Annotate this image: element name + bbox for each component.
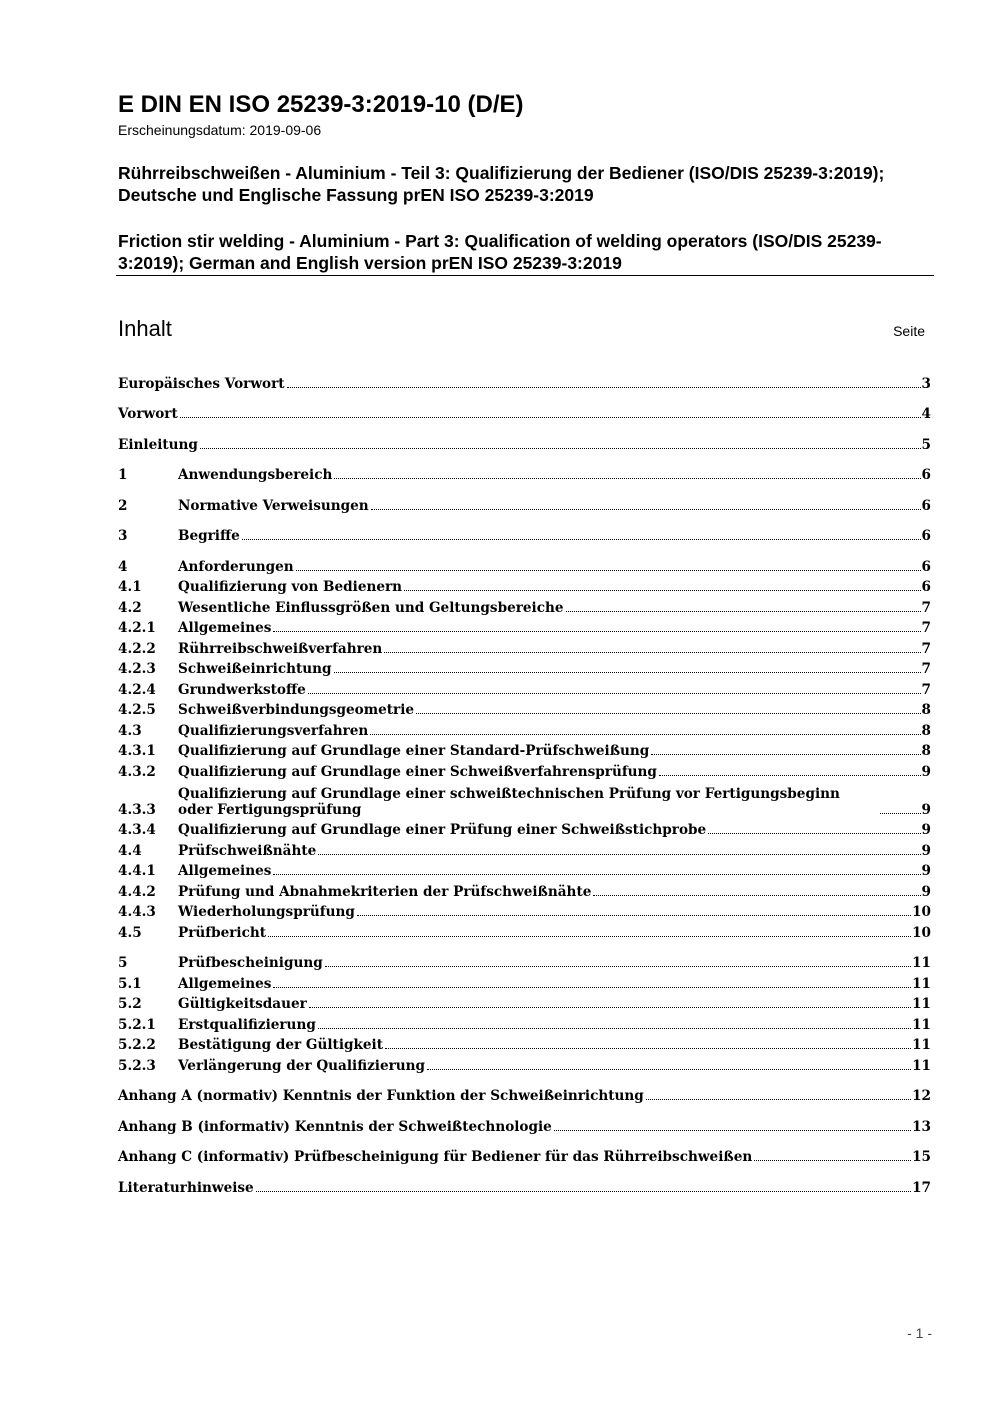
- toc-entry-title: Wesentliche Einflussgrößen und Geltungsbereiche: [178, 599, 564, 616]
- toc-entry[interactable]: [118, 879, 931, 900]
- toc-entry-page: 11: [912, 975, 931, 992]
- toc-entry-number: 4.2.3: [118, 661, 156, 677]
- toc-entry-number: 5.2: [118, 996, 142, 1012]
- toc-entry[interactable]: [118, 371, 931, 392]
- toc-page-label: Seite: [893, 323, 925, 339]
- toc-dot-leader: [880, 813, 921, 814]
- toc-entry-title: Qualifizierung auf Grundlage einer Schweißverfahrensprüfung: [178, 763, 657, 780]
- toc-dot-leader: [268, 936, 911, 937]
- toc-entry[interactable]: [118, 859, 931, 880]
- subtitle-english: Friction stir welding - Aluminium - Part 3: Qualification of welding operators (ISO/DIS 25239-3:2019); German and English version prEN ISO 25239-3:2019: [118, 231, 882, 273]
- toc-entry-title: Qualifizierung von Bedienern: [178, 579, 403, 595]
- toc-entry-page: 8: [921, 702, 931, 718]
- toc-entry-title: Anhang C (informativ) Prüfbescheinigung für Bediener für das Rührreibschweißen: [118, 1149, 753, 1165]
- toc-dot-leader: [308, 693, 921, 694]
- toc-entry[interactable]: [118, 971, 931, 992]
- toc-entry[interactable]: [118, 402, 931, 423]
- toc-entry-page: 17: [912, 1179, 931, 1196]
- toc-entry-page: 8: [921, 743, 931, 759]
- toc-entry-number: 5.1: [118, 975, 142, 992]
- toc-entry-title: Gültigkeitsdauer: [178, 996, 307, 1012]
- toc-entry[interactable]: [118, 554, 931, 575]
- toc-entry-page: 9: [921, 863, 931, 879]
- toc-dot-leader: [659, 775, 921, 776]
- toc-entry[interactable]: [118, 698, 931, 719]
- toc-entry-page: 6: [921, 528, 931, 544]
- toc-entry[interactable]: [118, 524, 931, 545]
- toc-entry-number: 4.2.1: [118, 620, 156, 636]
- toc-entry-title: Normative Verweisungen: [178, 497, 369, 514]
- toc-entry-title: Qualifizierung auf Grundlage einer schweißtechnischen Prüfung vor Fertigungsbeginn oder Fertigungsprüfung: [178, 785, 840, 818]
- toc-dot-leader: [754, 1160, 911, 1161]
- toc-dot-leader: [296, 570, 921, 571]
- toc-entry-number: 4.4: [118, 842, 142, 859]
- toc-dot-leader: [427, 1069, 911, 1070]
- toc-entry-page: 10: [912, 904, 931, 920]
- toc-dot-leader: [287, 387, 921, 388]
- toc-entry-number: 3: [118, 528, 128, 544]
- toc-dot-leader: [242, 539, 921, 540]
- toc-entry-title: Schweißeinrichtung: [178, 661, 332, 677]
- toc-entry-page: 11: [912, 1057, 931, 1074]
- toc-entry-page: 6: [921, 579, 931, 595]
- toc-entry-page: 6: [921, 467, 931, 483]
- toc-heading: Inhalt: [118, 316, 172, 341]
- toc-entry[interactable]: [118, 463, 931, 484]
- toc-entry-title: Anhang A (normativ) Kenntnis der Funktion der Schweißeinrichtung: [118, 1088, 644, 1104]
- subtitle-german: Rührreibschweißen - Aluminium - Teil 3: Qualifizierung der Bediener (ISO/DIS 25239-3:2019); Deutsche und Englische Fassung prEN ISO 25239-3:2019: [118, 163, 885, 205]
- toc-entry-title: Anhang B (informativ) Kenntnis der Schweißtechnologie: [118, 1118, 552, 1135]
- toc-entry[interactable]: [118, 838, 931, 859]
- toc-entry-number: 5.2.1: [118, 1016, 156, 1033]
- toc-dot-leader: [385, 1048, 911, 1049]
- toc-entry-page: 7: [921, 620, 931, 636]
- toc-entry[interactable]: [118, 1084, 931, 1105]
- toc-entry-title: Prüfung und Abnahmekriterien der Prüfschweißnähte: [178, 883, 592, 900]
- toc-dot-leader: [554, 1130, 911, 1131]
- toc-entry[interactable]: [118, 657, 931, 678]
- toc-entry-title: Anwendungsbereich: [178, 467, 333, 483]
- toc-dot-leader: [273, 987, 911, 988]
- toc-entry-page: 6: [921, 497, 931, 514]
- toc-entry[interactable]: [118, 1053, 931, 1074]
- toc-entry-title: Anforderungen: [178, 558, 294, 575]
- toc-entry[interactable]: [118, 636, 931, 657]
- toc-dot-leader: [334, 478, 920, 479]
- toc-entry-number: 5.2.3: [118, 1057, 156, 1074]
- toc-dot-leader: [334, 672, 921, 673]
- toc-entry-number: 4.5: [118, 924, 142, 941]
- toc-entry[interactable]: [118, 1012, 931, 1033]
- toc-entry[interactable]: [118, 595, 931, 616]
- toc-dot-leader: [325, 966, 911, 967]
- toc-entry-title: Prüfbescheinigung: [178, 955, 323, 971]
- toc-entry-number: 4.2.4: [118, 681, 156, 698]
- toc-entry[interactable]: [118, 493, 931, 514]
- toc-dot-leader: [309, 1007, 911, 1008]
- toc-entry-page: 4: [921, 406, 931, 422]
- toc-entry-number: 4.3.1: [118, 743, 156, 759]
- toc-entry[interactable]: [118, 780, 931, 818]
- toc-entry-title: Allgemeines: [178, 863, 272, 879]
- toc-entry-page: 11: [912, 1016, 931, 1033]
- toc-entry[interactable]: [118, 718, 931, 739]
- header-divider: [116, 275, 934, 276]
- toc-entry-page: 9: [921, 801, 931, 818]
- toc-entry-title: Bestätigung der Gültigkeit: [178, 1037, 383, 1053]
- toc-entry-number: 4.3.3: [118, 801, 156, 818]
- toc-entry[interactable]: [118, 677, 931, 698]
- toc-entry[interactable]: [118, 759, 931, 780]
- publication-date: Erscheinungsdatum: 2019-09-06: [118, 122, 322, 138]
- toc-entry-number: 4.4.1: [118, 863, 156, 879]
- toc-entry-page: 7: [921, 640, 931, 657]
- toc-entry-title: Vorwort: [118, 406, 178, 422]
- toc-entry-page: 6: [921, 558, 931, 575]
- toc-dot-leader: [708, 833, 920, 834]
- toc-entry-title: Rührreibschweißverfahren: [178, 640, 383, 657]
- toc-entry-title: Verlängerung der Qualifizierung: [178, 1057, 426, 1074]
- toc-entry[interactable]: [118, 1175, 931, 1196]
- toc-entry[interactable]: [118, 818, 931, 839]
- toc-entry-title: Wiederholungsprüfung: [178, 904, 355, 920]
- toc-entry-page: 12: [912, 1088, 931, 1104]
- toc-entry[interactable]: [118, 432, 931, 453]
- toc-entry[interactable]: [118, 900, 931, 921]
- toc-entry-number: 4.2.2: [118, 640, 156, 657]
- toc-dot-leader: [180, 417, 921, 418]
- toc-entry[interactable]: [118, 951, 931, 972]
- toc-entry-title: Prüfbericht: [178, 924, 267, 941]
- toc-entry-title: Qualifizierung auf Grundlage einer Standard-Prüfschweißung: [178, 743, 650, 759]
- toc-entry-number: 4.3.4: [118, 822, 156, 838]
- toc-entry[interactable]: [118, 992, 931, 1013]
- toc-entry-page: 9: [921, 842, 931, 859]
- toc-entry-number: 2: [118, 497, 128, 514]
- toc-dot-leader: [273, 874, 920, 875]
- toc-dot-leader: [318, 854, 920, 855]
- toc-dot-leader: [357, 915, 911, 916]
- toc-entry-title: Qualifizierung auf Grundlage einer Prüfung einer Schweißstichprobe: [178, 822, 707, 838]
- toc-entry-page: 11: [912, 955, 931, 971]
- toc-entry-page: 10: [912, 924, 931, 941]
- toc-entry-title: Qualifizierungsverfahren: [178, 722, 369, 739]
- toc-entry-page: 15: [912, 1149, 931, 1165]
- page-number: - 1 -: [907, 1325, 932, 1341]
- toc-entry-number: 5: [118, 955, 128, 971]
- toc-entry-title: Europäisches Vorwort: [118, 375, 285, 392]
- toc-entry-page: 3: [921, 375, 931, 392]
- toc-entry-number: 4.4.3: [118, 904, 156, 920]
- toc-entry-title: Literaturhinweise: [118, 1179, 254, 1196]
- toc-entry-title: Erstqualifizierung: [178, 1016, 316, 1033]
- toc-dot-leader: [593, 895, 920, 896]
- toc-dot-leader: [651, 754, 920, 755]
- toc-entry-number: 4.3.2: [118, 763, 156, 780]
- toc-entry[interactable]: [118, 575, 931, 596]
- toc-entry-number: 1: [118, 467, 128, 483]
- toc-dot-leader: [256, 1191, 911, 1192]
- toc-entry-number: 5.2.2: [118, 1037, 156, 1053]
- toc-entry-number: 4.4.2: [118, 883, 156, 900]
- toc-dot-leader: [200, 448, 921, 449]
- toc-entry-number: 4.2: [118, 599, 142, 616]
- toc-entry-page: 7: [921, 599, 931, 616]
- toc-entry-number: 4.1: [118, 579, 142, 595]
- toc-dot-leader: [404, 590, 920, 591]
- toc-entry[interactable]: [118, 739, 931, 760]
- toc-entry-title: Allgemeines: [178, 620, 272, 636]
- toc-dot-leader: [646, 1099, 911, 1100]
- toc-dot-leader: [416, 713, 921, 714]
- toc-entry-page: 7: [921, 681, 931, 698]
- toc-entry-page: 9: [921, 763, 931, 780]
- toc-dot-leader: [273, 631, 920, 632]
- toc-entry[interactable]: [118, 1114, 931, 1135]
- toc-entry-page: 11: [912, 1037, 931, 1053]
- toc-entry[interactable]: [118, 616, 931, 637]
- toc-entry-page: 8: [921, 722, 931, 739]
- toc-entry-page: 9: [921, 883, 931, 900]
- toc-entry-page: 5: [921, 436, 931, 453]
- toc-entry-number: 4: [118, 558, 128, 575]
- toc-entry-page: 9: [921, 822, 931, 838]
- toc-entry-title: Grundwerkstoffe: [178, 681, 306, 698]
- toc-entry-title: Prüfschweißnähte: [178, 842, 317, 859]
- toc-entry-title: Schweißverbindungsgeometrie: [178, 702, 415, 718]
- toc-dot-leader: [566, 611, 921, 612]
- toc-entry[interactable]: [118, 1033, 931, 1054]
- toc-entry-page: 11: [912, 996, 931, 1012]
- toc-entry-title: Begriffe: [178, 528, 240, 544]
- toc-dot-leader: [384, 652, 920, 653]
- toc-entry-number: 4.3: [118, 722, 142, 739]
- table-of-contents: [118, 371, 931, 1196]
- toc-entry[interactable]: [118, 920, 931, 941]
- toc-entry-number: 4.2.5: [118, 702, 156, 718]
- document-title: E DIN EN ISO 25239-3:2019-10 (D/E): [118, 91, 524, 118]
- toc-entry[interactable]: [118, 1145, 931, 1166]
- toc-dot-leader: [318, 1028, 911, 1029]
- toc-entry-title: Einleitung: [118, 436, 198, 453]
- toc-dot-leader: [371, 509, 921, 510]
- toc-entry-page: 7: [921, 661, 931, 677]
- toc-entry-title: Allgemeines: [178, 975, 272, 992]
- toc-entry-page: 13: [912, 1118, 931, 1135]
- toc-dot-leader: [370, 734, 920, 735]
